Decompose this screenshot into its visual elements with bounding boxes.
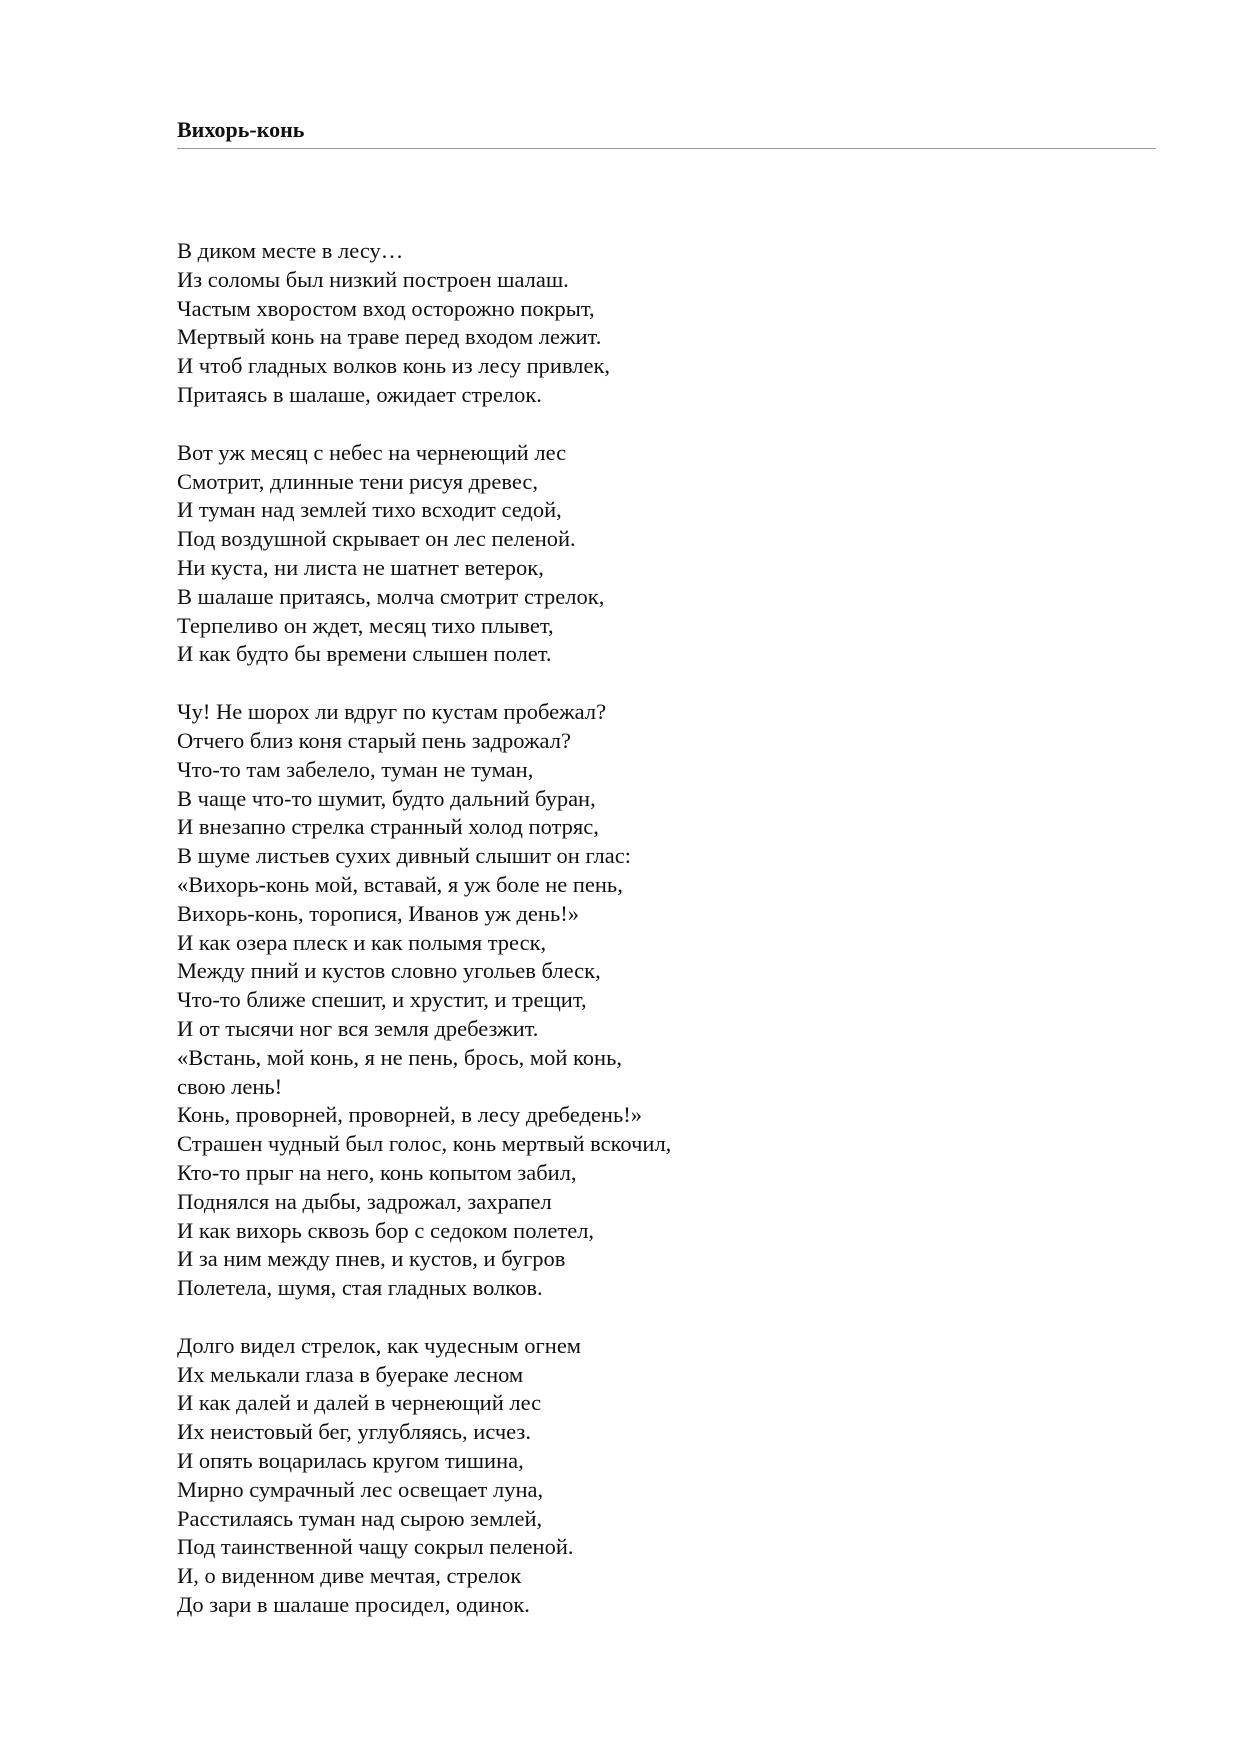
poem-line: Что-то ближе спешит, и хрустит, и трещит, [177,987,587,1013]
poem-line: «Встань, мой конь, я не пень, брось, мой конь, [177,1044,622,1070]
stanza-1 [177,237,1077,410]
poem-line: Частым хворостом вход осторожно покрыт, [177,295,595,321]
poem-line: Долго видел стрелок, как чудесным огнем [177,1332,582,1358]
poem-line: В диком месте в лесу… [177,238,404,263]
poem-line: И, о виденном диве мечтая, стрелок [177,1563,522,1589]
poem-line: И туман над землей тихо всходит седой, [177,497,562,523]
poem-line: И внезапно стрелка странный холод потряс, [177,814,599,840]
poem-line: Полетела, шумя, стая гладных волков. [177,1275,543,1301]
poem-line: Под воздушной скрывает он лес пеленой. [177,526,576,552]
poem-body [177,237,1077,1649]
stanza-4 [177,1332,1077,1620]
poem-line: Терпеливо он ждет, месяц тихо плывет, [177,612,554,638]
poem-line: Их неистовый бег, углубляясь, исчез. [177,1419,531,1445]
poem-line: До зари в шалаше просидел, одинок. [177,1592,530,1618]
poem-line: И как далей и далей в чернеющий лес [177,1390,542,1416]
poem-line: Притаясь в шалаше, ожидает стрелок. [177,381,542,407]
poem-line: И чтоб гладных волков конь из лесу привлек, [177,353,611,379]
stanza-3 [177,698,1077,1303]
poem-line: Вот уж месяц с небес на чернеющий лес [177,439,567,465]
poem-line: В чаще что-то шумит, будто дальний буран, [177,785,596,811]
poem-line: Кто-то прыг на него, конь копытом забил, [177,1159,577,1185]
poem-line: Из соломы был низкий построен шалаш. [177,266,569,292]
poem-line: Чу! Не шорох ли вдруг по кустам пробежал? [177,699,607,725]
poem-line: Мирно сумрачный лес освещает луна, [177,1476,544,1502]
page-title: Вихорь-конь [177,117,305,142]
poem-line: И за ним между пнев, и кустов, и бугров [177,1246,566,1272]
page-header [177,118,1156,149]
poem-line: Расстилаясь туман над сырою землей, [177,1505,543,1531]
poem-line: Что-то там забелело, туман не туман, [177,756,534,782]
poem-line: Между пний и кустов словно угольев блеск, [177,958,601,984]
stanza-2 [177,439,1077,669]
poem-line: Страшен чудный был голос, конь мертвый вскочил, [177,1131,672,1157]
poem-line: Поднялся на дыбы, задрожал, захрапел [177,1188,552,1214]
poem-line: Смотрит, длинные тени рисуя древес, [177,468,539,494]
poem-line: свою лень! [177,1073,283,1099]
poem-line: И как озера плеск и как полымя треск, [177,929,547,955]
poem-line: Под таинственной чащу сокрыл пеленой. [177,1534,574,1560]
poem-line: И опять воцарилась кругом тишина, [177,1448,524,1474]
poem-line: И как будто бы времени слышен полет. [177,641,552,667]
poem-line: «Вихорь-конь мой, вставай, я уж боле не пень, [177,871,623,897]
poem-line: И от тысячи ног вся земля дребезжит. [177,1015,539,1041]
poem-line: Мертвый конь на траве перед входом лежит. [177,324,602,350]
poem-line: В шуме листьев сухих дивный слышит он глас: [177,843,631,869]
poem-line: В шалаше притаясь, молча смотрит стрелок, [177,583,605,609]
poem-line: Их мелькали глаза в буераке лесном [177,1361,524,1387]
poem-line: И как вихорь сквозь бор с седоком полетел, [177,1217,595,1243]
poem-line: Конь, проворней, проворней, в лесу дребедень!» [177,1102,642,1128]
poem-line: Ни куста, ни листа не шатнет ветерок, [177,554,544,580]
poem-line: Отчего близ коня старый пень задрожал? [177,727,571,753]
poem-line: Вихорь-конь, торопися, Иванов уж день!» [177,900,579,926]
